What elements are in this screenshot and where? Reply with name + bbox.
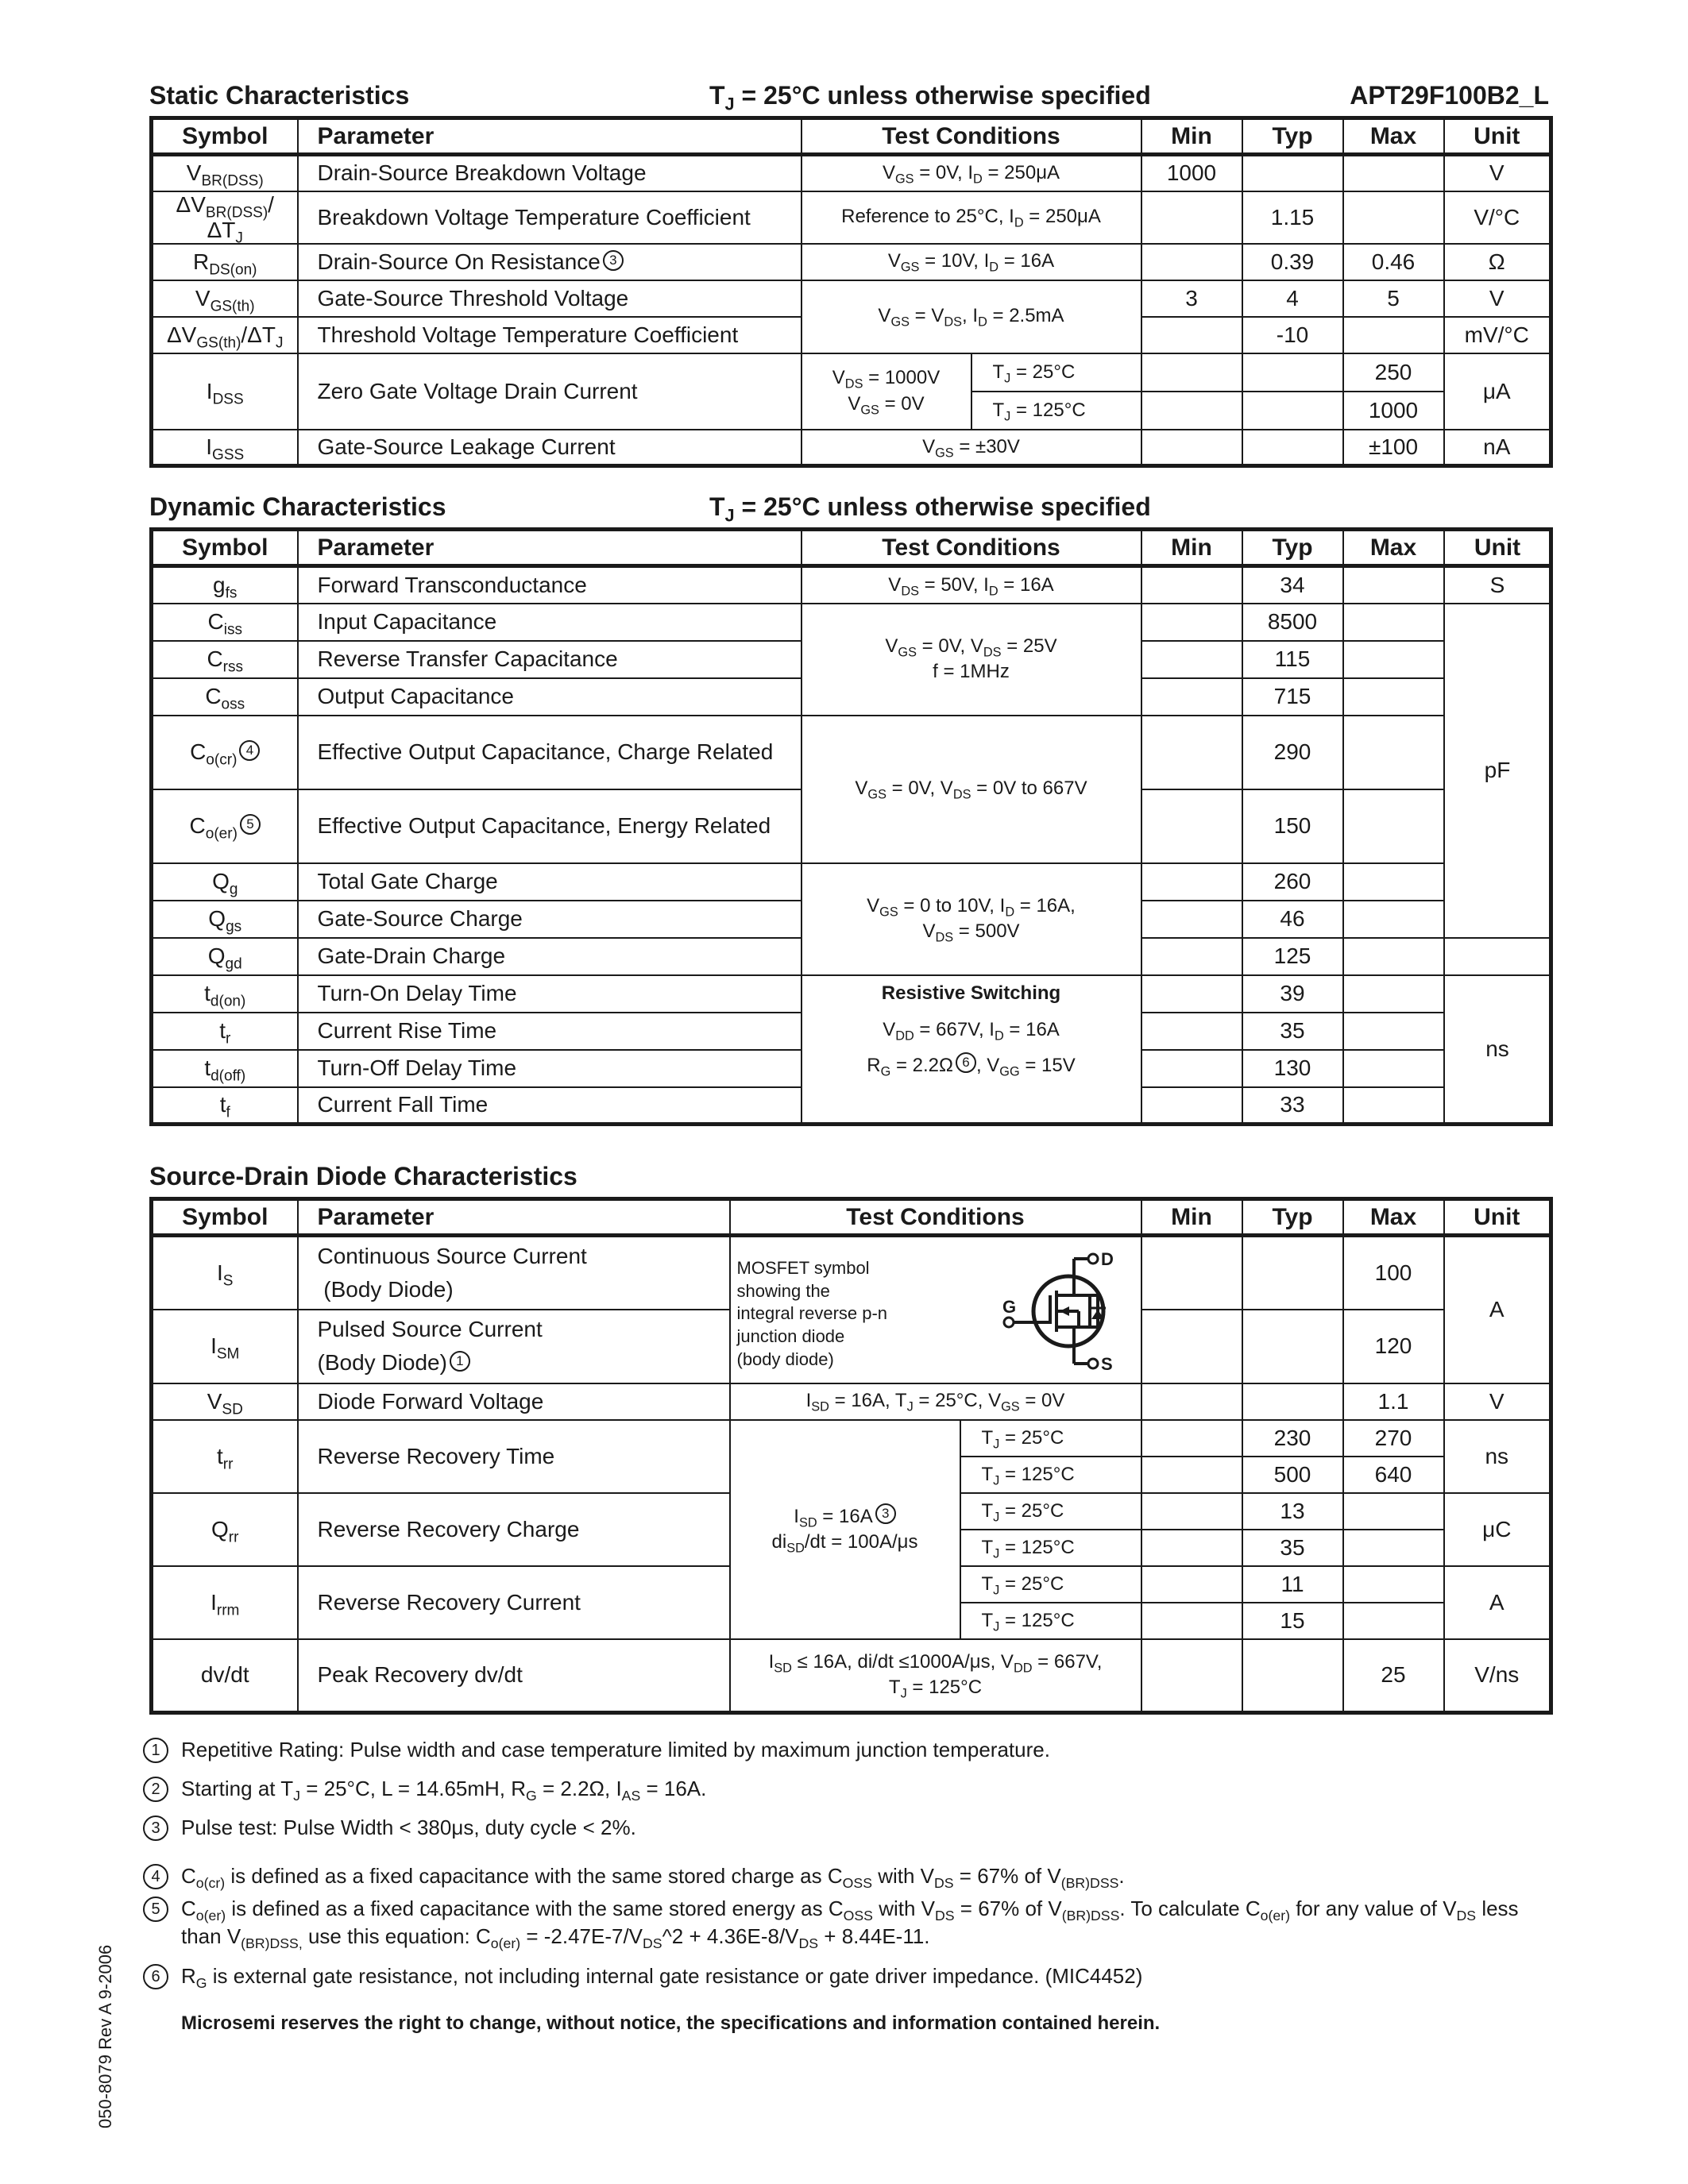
- typ-value: 150: [1242, 789, 1343, 863]
- parameter-text: Pulsed Source Current: [317, 1317, 543, 1341]
- min-value: [1141, 678, 1242, 716]
- table-row: [152, 191, 1551, 244]
- resistive-switching-label: Resistive Switching: [881, 982, 1061, 1004]
- footnote-ref-5: 5: [240, 814, 261, 835]
- typ-value: 290: [1242, 716, 1343, 789]
- table-row: [152, 1236, 1551, 1310]
- unit: V: [1444, 155, 1551, 191]
- footnote-ref-6: 6: [956, 1052, 976, 1073]
- max-value: [1343, 1087, 1444, 1125]
- parameter: [298, 1310, 730, 1383]
- max-value: [1343, 1013, 1444, 1050]
- footnotes: [143, 1736, 1557, 2001]
- min-value: [1141, 1013, 1242, 1050]
- symbol: $\Delta V_{GS(th)}/\Delta T_J$: [152, 317, 298, 353]
- footnote-number: 3: [143, 1815, 168, 1841]
- table-row: [152, 155, 1551, 191]
- max-value: [1343, 975, 1444, 1013]
- min-value: [1141, 392, 1242, 430]
- parameter: Effective Output Capacitance, Charge Related: [298, 716, 802, 789]
- footnote-text: Repetitive Rating: Pulse width and case temperature limited by maximum junction temperature.: [181, 1738, 1050, 1761]
- mosfet-text-line: MOSFET symbol: [736, 1258, 870, 1279]
- footnote-5: [143, 1895, 1557, 1951]
- max-value: [1343, 901, 1444, 938]
- test-condition-tj: $T_J = 25^\circ C$: [971, 353, 1141, 392]
- table-row: [152, 1383, 1551, 1420]
- min-value: 3: [1141, 280, 1242, 317]
- unit: nA: [1444, 430, 1551, 466]
- min-value: [1141, 1530, 1242, 1566]
- col-min: Min: [1141, 530, 1242, 566]
- test-condition: $I_{SD} \le 16A$, di/dt ≤1000A/μs, $V_{DD} = 667V$, $T_J = 125^\circ C$: [730, 1639, 1141, 1713]
- min-value: [1141, 1457, 1242, 1493]
- typ-value: [1242, 1383, 1343, 1420]
- test-condition: $I_{SD} = 16A$ 3 $di_{SD}/dt = 100A/\mu s$: [730, 1420, 960, 1639]
- unit: mV/°C: [1444, 317, 1551, 353]
- parameter: Diode Forward Voltage: [298, 1383, 730, 1420]
- unit: V/ns: [1444, 1639, 1551, 1713]
- parameter: Turn-On Delay Time: [298, 975, 802, 1013]
- max-value: [1343, 604, 1444, 641]
- min-value: [1141, 604, 1242, 641]
- symbol: $t_r$: [152, 1013, 298, 1050]
- symbol: $V_{GS(th)}$: [152, 280, 298, 317]
- test-condition: $V_{DS} = 1000V$ $V_{GS} = 0V$: [802, 353, 971, 430]
- table-row: [152, 566, 1551, 604]
- parameter-text-2: (Body Diode): [317, 1350, 447, 1375]
- test-condition-tj: $T_J = 25^\circ C$: [960, 1420, 1141, 1457]
- symbol: $\Delta V_{BR(DSS)}/\Delta T_J$: [152, 191, 298, 244]
- col-max: Max: [1343, 1199, 1444, 1236]
- max-value: [1343, 1050, 1444, 1087]
- footnote-3: [143, 1814, 1557, 1842]
- test-condition-tj: $T_J = 125^\circ C$: [960, 1530, 1141, 1566]
- test-condition: $V_{GS} = \pm 30V$: [802, 430, 1141, 466]
- dynamic-table: [149, 527, 1553, 1126]
- col-test-conditions: Test Conditions: [802, 118, 1141, 155]
- footnote-ref-3: 3: [603, 250, 624, 271]
- test-condition: $V_{GS} = 0V$, $V_{DS} = 0V$ to 667V: [802, 716, 1141, 863]
- parameter: Zero Gate Voltage Drain Current: [298, 353, 802, 430]
- unit: V/°C: [1444, 191, 1551, 244]
- unit: μC: [1444, 1493, 1551, 1566]
- parameter: Gate-Source Charge: [298, 901, 802, 938]
- parameter: Input Capacitance: [298, 604, 802, 641]
- table-row: [152, 604, 1551, 641]
- symbol: $t_{d(on)}$: [152, 975, 298, 1013]
- typ-value: [1242, 1236, 1343, 1310]
- typ-value: 35: [1242, 1530, 1343, 1566]
- table-row: [152, 975, 1551, 1013]
- unit: ns: [1444, 975, 1551, 1125]
- diode-title: Source-Drain Diode Characteristics: [149, 1162, 577, 1190]
- parameter: Threshold Voltage Temperature Coefficient: [298, 317, 802, 353]
- typ-value: 1.15: [1242, 191, 1343, 244]
- pin-g-label: G: [1002, 1297, 1016, 1318]
- min-value: [1141, 716, 1242, 789]
- parameter: Forward Transconductance: [298, 566, 802, 604]
- footnote-6: [143, 1962, 1557, 1990]
- dynamic-condition: $T_J = 25^\circ C$ unless otherwise specified: [709, 492, 1151, 526]
- mosfet-symbol-icon: [1001, 1246, 1136, 1373]
- unit: S: [1444, 566, 1551, 604]
- max-value: [1343, 1603, 1444, 1639]
- footnote-text: Starting at $T_J = 25^\circ C$, L = 14.65mH, $R_G = 2.2\Omega$, $I_{AS} = 16A$.: [181, 1777, 707, 1804]
- footnote-number: 2: [143, 1777, 168, 1802]
- max-value: ±100: [1343, 430, 1444, 466]
- frequency: f = 1MHz: [933, 661, 1010, 682]
- footnote-ref-4: 4: [239, 740, 260, 761]
- parameter: Current Rise Time: [298, 1013, 802, 1050]
- parameter: Peak Recovery dv/dt: [298, 1639, 730, 1713]
- symbol: $Q_{rr}$: [152, 1493, 298, 1566]
- max-value: [1343, 641, 1444, 678]
- max-value: 100: [1343, 1236, 1444, 1310]
- parameter: Effective Output Capacitance, Energy Related: [298, 789, 802, 863]
- min-value: [1141, 317, 1242, 353]
- max-value: 1.1: [1343, 1383, 1444, 1420]
- typ-value: 260: [1242, 863, 1343, 901]
- min-value: [1141, 1493, 1242, 1530]
- typ-value: 125: [1242, 938, 1343, 975]
- max-value: 250: [1343, 353, 1444, 392]
- symbol: $C_{rss}$: [152, 641, 298, 678]
- static-header: [149, 81, 1549, 113]
- symbol: dv/dt: [152, 1639, 298, 1713]
- test-condition: $V_{DS} = 50V$, $I_D = 16A$: [802, 566, 1141, 604]
- symbol: $I_{SM}$: [152, 1310, 298, 1383]
- min-value: [1141, 1236, 1242, 1310]
- unit: A: [1444, 1566, 1551, 1639]
- col-unit: Unit: [1444, 530, 1551, 566]
- symbol: $C_{iss}$: [152, 604, 298, 641]
- test-condition-tj: $T_J = 125^\circ C$: [971, 392, 1141, 430]
- min-value: [1141, 938, 1242, 975]
- parameter: Gate-Drain Charge: [298, 938, 802, 975]
- test-condition: Reference to 25°C, $I_D = 250\mu A$: [802, 191, 1141, 244]
- footnote-number: 4: [143, 1864, 168, 1889]
- test-condition: $V_{GS} = 0$ to 10V, $I_D = 16A$, $V_{DS} = 500V$: [802, 863, 1141, 975]
- max-value: [1343, 938, 1444, 975]
- parameter: Gate-Source Leakage Current: [298, 430, 802, 466]
- table-row: [152, 353, 1551, 392]
- symbol: $Q_{gs}$: [152, 901, 298, 938]
- symbol: $I_{DSS}$: [152, 353, 298, 430]
- max-value: 1000: [1343, 392, 1444, 430]
- typ-value: 715: [1242, 678, 1343, 716]
- mosfet-text-line: junction diode: [736, 1326, 845, 1347]
- static-title: Static Characteristics: [149, 81, 410, 110]
- parameter: Reverse Recovery Current: [298, 1566, 730, 1639]
- parameter: Current Fall Time: [298, 1087, 802, 1125]
- disclaimer: Microsemi reserves the right to change, without notice, the specifications and information contained herein.: [181, 2012, 1161, 2034]
- parameter: Output Capacitance: [298, 678, 802, 716]
- max-value: [1343, 716, 1444, 789]
- min-value: [1141, 1087, 1242, 1125]
- max-value: 0.46: [1343, 244, 1444, 280]
- test-condition-tj: $T_J = 25^\circ C$: [960, 1566, 1141, 1603]
- min-value: 1000: [1141, 155, 1242, 191]
- min-value: [1141, 1050, 1242, 1087]
- typ-value: 13: [1242, 1493, 1343, 1530]
- unit: ns: [1444, 1420, 1551, 1493]
- typ-value: 500: [1242, 1457, 1343, 1493]
- footnote-ref-3: 3: [875, 1503, 896, 1524]
- table-row: [152, 863, 1551, 901]
- parameter-text-2: (Body Diode): [323, 1276, 454, 1302]
- min-value: [1141, 1420, 1242, 1457]
- max-value: 5: [1343, 280, 1444, 317]
- dynamic-title: Dynamic Characteristics: [149, 492, 446, 521]
- max-value: 640: [1343, 1457, 1444, 1493]
- symbol: $t_{d(off)}$: [152, 1050, 298, 1087]
- col-symbol: Symbol: [152, 1199, 298, 1236]
- typ-value: [1242, 155, 1343, 191]
- max-value: [1343, 789, 1444, 863]
- col-test-conditions: Test Conditions: [730, 1199, 1141, 1236]
- static-condition: $T_J = 25^\circ C$ unless otherwise specified: [709, 81, 1151, 114]
- min-value: [1141, 1566, 1242, 1603]
- symbol: $g_{fs}$: [152, 566, 298, 604]
- typ-value: [1242, 1310, 1343, 1383]
- col-unit: Unit: [1444, 1199, 1551, 1236]
- min-value: [1141, 353, 1242, 392]
- col-min: Min: [1141, 1199, 1242, 1236]
- mosfet-symbol-cell: [730, 1236, 1141, 1383]
- typ-value: [1242, 430, 1343, 466]
- footnote-text: $R_G$ is external gate resistance, not including internal gate resistance or gate driver impedance. (MIC4452): [181, 1963, 1143, 1991]
- min-value: [1141, 641, 1242, 678]
- footnote-number: 6: [143, 1964, 168, 1989]
- footnote-number: 1: [143, 1738, 168, 1763]
- symbol: $Q_{gd}$: [152, 938, 298, 975]
- footnote-text: $C_{o(cr)}$ is defined as a fixed capacitance with the same stored charge as $C_{OSS}$ with $V_{DS} = 67\%$ of $V_{(BR)DSS}$.: [181, 1864, 1125, 1892]
- test-condition: $V_{GS} = V_{DS}$, $I_D = 2.5mA$: [802, 280, 1141, 353]
- col-parameter: Parameter: [298, 530, 802, 566]
- test-condition: $I_{SD} = 16A$, $T_J = 25^\circ C$, $V_{GS} = 0V$: [730, 1383, 1141, 1420]
- parameter: [298, 244, 802, 280]
- parameter: Reverse Recovery Time: [298, 1420, 730, 1493]
- typ-value: 130: [1242, 1050, 1343, 1087]
- mosfet-text-line: (body diode): [736, 1349, 834, 1369]
- col-typ: Typ: [1242, 1199, 1343, 1236]
- document-footer: 050-8079 Rev A 9-2006: [95, 1944, 115, 2128]
- parameter: [298, 1236, 730, 1310]
- max-value: [1343, 155, 1444, 191]
- max-value: [1343, 566, 1444, 604]
- parameter: Total Gate Charge: [298, 863, 802, 901]
- table-row: [152, 280, 1551, 317]
- symbol: $t_{rr}$: [152, 1420, 298, 1493]
- col-max: Max: [1343, 118, 1444, 155]
- unit: Ω: [1444, 244, 1551, 280]
- test-condition-tj: $T_J = 25^\circ C$: [960, 1493, 1141, 1530]
- test-condition-tj: $T_J = 125^\circ C$: [960, 1457, 1141, 1493]
- footnote-4: [143, 1862, 1557, 1890]
- col-min: Min: [1141, 118, 1242, 155]
- min-value: [1141, 1639, 1242, 1713]
- symbol: $I_{rrm}$: [152, 1566, 298, 1639]
- max-value: [1343, 191, 1444, 244]
- typ-value: 8500: [1242, 604, 1343, 641]
- typ-value: [1242, 1639, 1343, 1713]
- max-value: [1343, 1566, 1444, 1603]
- max-value: 25: [1343, 1639, 1444, 1713]
- min-value: [1141, 975, 1242, 1013]
- max-value: [1343, 678, 1444, 716]
- symbol: $I_S$: [152, 1236, 298, 1310]
- col-typ: Typ: [1242, 118, 1343, 155]
- symbol: $C_{o(er)}5$: [152, 789, 298, 863]
- static-table: [149, 116, 1553, 468]
- min-value: [1141, 191, 1242, 244]
- symbol: $V_{BR(DSS)}$: [152, 155, 298, 191]
- min-value: [1141, 1383, 1242, 1420]
- footnote-1: [143, 1736, 1557, 1764]
- footnote-text: Pulse test: Pulse Width < 380μs, duty cycle < 2%.: [181, 1815, 636, 1840]
- footnote-text: $C_{o(er)}$ is defined as a fixed capacitance with the same stored energy as $C_{OSS}$ with $V_{DS} = 67\%$ of $V_{(BR)DSS}$. To calculate $C_{o(er)}$ for any value of $V_{DS}$ less than $V_{(BR)DSS,}$ use this equation: $C_{o(er)}$ = $-2.47E-7/V_{DS}\^{}2 + 4.36E-8/V_{DS} + 8.44E-11$.: [181, 1897, 1519, 1952]
- symbol: $V_{SD}$: [152, 1383, 298, 1420]
- unit: V: [1444, 280, 1551, 317]
- parameter: Reverse Recovery Charge: [298, 1493, 730, 1566]
- col-test-conditions: Test Conditions: [802, 530, 1141, 566]
- parameter: Turn-Off Delay Time: [298, 1050, 802, 1087]
- typ-value: 230: [1242, 1420, 1343, 1457]
- footnote-ref-1: 1: [450, 1351, 470, 1372]
- max-value: [1343, 317, 1444, 353]
- typ-value: [1242, 353, 1343, 392]
- test-condition: $V_{GS} = 10V$, $I_D = 16A$: [802, 244, 1141, 280]
- parameter-text: Continuous Source Current: [317, 1243, 587, 1268]
- max-value: [1343, 1493, 1444, 1530]
- unit: μA: [1444, 353, 1551, 430]
- symbol: $C_{oss}$: [152, 678, 298, 716]
- col-symbol: Symbol: [152, 118, 298, 155]
- symbol: $C_{o(cr)}4$: [152, 716, 298, 789]
- unit: V: [1444, 1383, 1551, 1420]
- max-value: 270: [1343, 1420, 1444, 1457]
- mosfet-text-line: integral reverse p-n: [736, 1303, 888, 1324]
- col-unit: Unit: [1444, 118, 1551, 155]
- unit: pF: [1444, 604, 1551, 938]
- typ-value: 4: [1242, 280, 1343, 317]
- test-condition: $V_{GS} = 0V$, $V_{DS} = 25V$ f = 1MHz: [802, 604, 1141, 716]
- parameter-text: Drain-Source On Resistance: [317, 249, 601, 274]
- parameter: Gate-Source Threshold Voltage: [298, 280, 802, 317]
- typ-value: 46: [1242, 901, 1343, 938]
- symbol: $Q_g$: [152, 863, 298, 901]
- dynamic-header: [149, 492, 1549, 524]
- min-value: [1141, 863, 1242, 901]
- unit: A: [1444, 1236, 1551, 1383]
- typ-value: 39: [1242, 975, 1343, 1013]
- symbol: $R_{DS(on)}$: [152, 244, 298, 280]
- mosfet-text-line: showing the: [736, 1280, 830, 1301]
- typ-value: 0.39: [1242, 244, 1343, 280]
- table-row: [152, 1639, 1551, 1713]
- table-row: [152, 244, 1551, 280]
- min-value: [1141, 566, 1242, 604]
- min-value: [1141, 789, 1242, 863]
- pin-s-label: S: [1100, 1354, 1113, 1374]
- footnote-number: 5: [143, 1897, 168, 1922]
- diode-header: [149, 1162, 577, 1194]
- symbol: $t_f$: [152, 1087, 298, 1125]
- part-number: APT29F100B2_L: [1350, 81, 1549, 110]
- typ-value: 11: [1242, 1566, 1343, 1603]
- min-value: [1141, 244, 1242, 280]
- table-row: [152, 430, 1551, 466]
- table-row: [152, 716, 1551, 789]
- typ-value: 33: [1242, 1087, 1343, 1125]
- col-typ: Typ: [1242, 530, 1343, 566]
- typ-value: 34: [1242, 566, 1343, 604]
- parameter: Reverse Transfer Capacitance: [298, 641, 802, 678]
- max-value: 120: [1343, 1310, 1444, 1383]
- col-parameter: Parameter: [298, 118, 802, 155]
- typ-value: [1242, 392, 1343, 430]
- diode-table: [149, 1197, 1553, 1715]
- col-max: Max: [1343, 530, 1444, 566]
- table-row: [152, 1420, 1551, 1457]
- col-symbol: Symbol: [152, 530, 298, 566]
- test-condition-tj: $T_J = 125^\circ C$: [960, 1603, 1141, 1639]
- footnote-text-rest: is external gate resistance, not including internal gate resistance or gate driver impedance. (MIC4452): [207, 1963, 1143, 1988]
- test-condition: $V_{GS} = 0V$, $I_D = 250\mu A$: [802, 155, 1141, 191]
- max-value: [1343, 1530, 1444, 1566]
- col-parameter: Parameter: [298, 1199, 730, 1236]
- symbol: $I_{GSS}$: [152, 430, 298, 466]
- min-value: [1141, 901, 1242, 938]
- min-value: [1141, 430, 1242, 466]
- test-condition: Resistive Switching $V_{DD} = 667V$, $I_D = 16A$ $R_G = 2.2\Omega$ 6 , $V_{GG} = 15V$: [802, 975, 1141, 1125]
- pin-d-label: D: [1100, 1249, 1114, 1270]
- max-value: [1343, 863, 1444, 901]
- min-value: [1141, 1603, 1242, 1639]
- typ-value: 15: [1242, 1603, 1343, 1639]
- footnote-2: [143, 1775, 1557, 1803]
- parameter: Breakdown Voltage Temperature Coefficient: [298, 191, 802, 244]
- parameter: Drain-Source Breakdown Voltage: [298, 155, 802, 191]
- mosfet-description: [737, 1257, 888, 1371]
- min-value: [1141, 1310, 1242, 1383]
- typ-value: -10: [1242, 317, 1343, 353]
- typ-value: 35: [1242, 1013, 1343, 1050]
- typ-value: 115: [1242, 641, 1343, 678]
